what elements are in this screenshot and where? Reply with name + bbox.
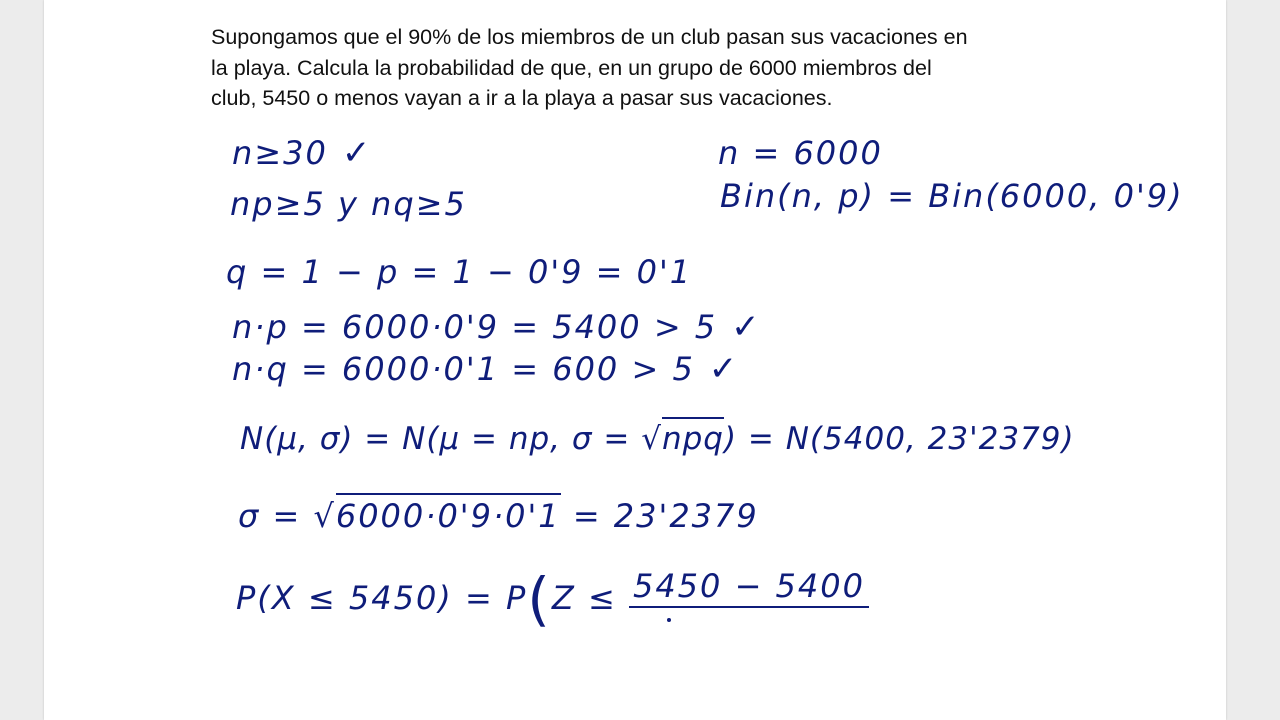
sigma-prefix: σ = √ [238,497,336,535]
np-text: n·p = 6000·0'9 = 5400 > 5 [232,308,718,346]
problem-line: club, 5450 o menos vayan a ir a la playa a pasar sus vacaciones. [211,86,833,110]
normal-suffix: ) = N(5400, 23'2379) [723,421,1075,457]
problem-statement [211,22,1081,114]
check-mark-icon: ✓ [708,349,740,389]
sigma-calculation [238,497,759,535]
condition-np-nq: np≥5 y nq≥5 [230,185,467,223]
fraction-numerator: 5450 − 5400 [629,570,869,608]
normal-approximation [240,421,1075,457]
binomial-distribution: Bin(n, p) = Bin(6000, 0'9) [720,177,1184,215]
sigma-result: = 23'2379 [560,497,759,535]
sqrt-radicand: 6000·0'9·0'1 [336,493,561,535]
probability-expression [236,565,869,633]
q-calculation: q = 1 − p = 1 − 0'9 = 0'1 [226,253,693,291]
condition-text: n≥30 [232,134,328,172]
ink-dot [667,618,671,622]
nq-calculation [232,349,740,389]
big-paren: ( [527,565,552,633]
prob-z: Z ≤ [551,579,629,617]
problem-line: Supongamos que el 90% de los miembros de un club pasan sus vacaciones en [211,25,968,49]
n-value: n = 6000 [718,134,883,172]
problem-line: la playa. Calcula la probabilidad de que, en un grupo de 6000 miembros del [211,55,932,80]
np-calculation [232,307,762,347]
nq-text: n·q = 6000·0'1 = 600 > 5 [232,350,695,388]
prob-prefix: P(X ≤ 5450) = P [236,579,528,617]
check-mark-icon: ✓ [341,133,373,173]
normal-prefix: N(μ, σ) = N(μ = np, σ = √ [240,421,662,457]
condition-n-geq-30 [232,133,373,173]
sqrt-radicand: npq [662,417,724,457]
check-mark-icon: ✓ [731,307,762,347]
